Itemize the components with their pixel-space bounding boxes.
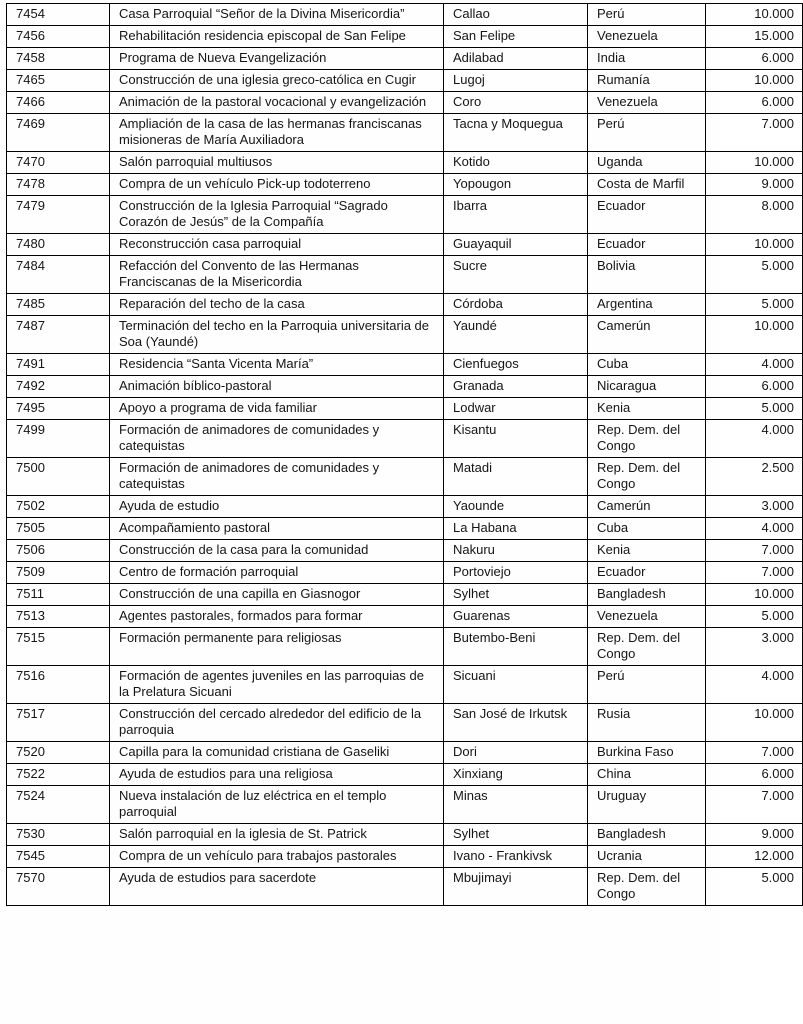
amount-cell: 5.000 <box>706 398 803 420</box>
country-cell: Bolivia <box>588 256 706 294</box>
table-row <box>7 562 803 584</box>
country-cell: Rep. Dem. del Congo <box>588 458 706 496</box>
description-cell: Formación de agentes juveniles en las parroquias de la Prelatura Sicuani <box>110 666 444 704</box>
city-cell: Cienfuegos <box>444 354 588 376</box>
project-id-cell: 7480 <box>7 234 110 256</box>
country-cell: Venezuela <box>588 92 706 114</box>
city-cell: Sucre <box>444 256 588 294</box>
city-cell: Coro <box>444 92 588 114</box>
table-row <box>7 764 803 786</box>
table-row <box>7 824 803 846</box>
description-cell: Construcción del cercado alrededor del edificio de la parroquia <box>110 704 444 742</box>
city-cell: Yaundé <box>444 316 588 354</box>
amount-cell: 10.000 <box>706 70 803 92</box>
city-cell: Nakuru <box>444 540 588 562</box>
city-cell: Yaounde <box>444 496 588 518</box>
project-id-cell: 7505 <box>7 518 110 540</box>
country-cell: Kenia <box>588 398 706 420</box>
city-cell: Guayaquil <box>444 234 588 256</box>
amount-cell: 4.000 <box>706 518 803 540</box>
country-cell: Perú <box>588 4 706 26</box>
project-id-cell: 7515 <box>7 628 110 666</box>
country-cell: China <box>588 764 706 786</box>
city-cell: Granada <box>444 376 588 398</box>
amount-cell: 6.000 <box>706 764 803 786</box>
amount-cell: 10.000 <box>706 4 803 26</box>
description-cell: Compra de un vehículo para trabajos pastorales <box>110 846 444 868</box>
city-cell: Mbujimayi <box>444 868 588 906</box>
table-row <box>7 540 803 562</box>
table-row <box>7 114 803 152</box>
amount-cell: 15.000 <box>706 26 803 48</box>
description-cell: Construcción de la casa para la comunidad <box>110 540 444 562</box>
city-cell: Lugoj <box>444 70 588 92</box>
table-row <box>7 196 803 234</box>
country-cell: Cuba <box>588 518 706 540</box>
project-id-cell: 7491 <box>7 354 110 376</box>
project-id-cell: 7465 <box>7 70 110 92</box>
city-cell: Adilabad <box>444 48 588 70</box>
description-cell: Ampliación de la casa de las hermanas franciscanas misioneras de María Auxiliadora <box>110 114 444 152</box>
amount-cell: 7.000 <box>706 742 803 764</box>
table-row <box>7 628 803 666</box>
project-id-cell: 7485 <box>7 294 110 316</box>
project-id-cell: 7469 <box>7 114 110 152</box>
amount-cell: 10.000 <box>706 234 803 256</box>
description-cell: Compra de un vehículo Pick-up todoterreno <box>110 174 444 196</box>
country-cell: Perú <box>588 666 706 704</box>
amount-cell: 5.000 <box>706 294 803 316</box>
project-id-cell: 7500 <box>7 458 110 496</box>
city-cell: Ibarra <box>444 196 588 234</box>
country-cell: Camerún <box>588 496 706 518</box>
country-cell: Camerún <box>588 316 706 354</box>
table-row <box>7 786 803 824</box>
project-id-cell: 7513 <box>7 606 110 628</box>
description-cell: Animación de la pastoral vocacional y evangelización <box>110 92 444 114</box>
country-cell: Venezuela <box>588 606 706 628</box>
table-row <box>7 496 803 518</box>
table-row <box>7 518 803 540</box>
country-cell: Rusia <box>588 704 706 742</box>
description-cell: Salón parroquial en la iglesia de St. Patrick <box>110 824 444 846</box>
country-cell: Bangladesh <box>588 824 706 846</box>
project-id-cell: 7487 <box>7 316 110 354</box>
city-cell: San Felipe <box>444 26 588 48</box>
city-cell: Kotido <box>444 152 588 174</box>
city-cell: Butembo-Beni <box>444 628 588 666</box>
table-row <box>7 174 803 196</box>
description-cell: Reconstrucción casa parroquial <box>110 234 444 256</box>
project-id-cell: 7458 <box>7 48 110 70</box>
description-cell: Residencia “Santa Vicenta María” <box>110 354 444 376</box>
project-id-cell: 7484 <box>7 256 110 294</box>
table-row <box>7 846 803 868</box>
country-cell: Costa de Marfil <box>588 174 706 196</box>
city-cell: Minas <box>444 786 588 824</box>
country-cell: India <box>588 48 706 70</box>
country-cell: Kenia <box>588 540 706 562</box>
table-row <box>7 704 803 742</box>
description-cell: Refacción del Convento de las Hermanas Franciscanas de la Misericordia <box>110 256 444 294</box>
country-cell: Ecuador <box>588 196 706 234</box>
amount-cell: 6.000 <box>706 376 803 398</box>
description-cell: Animación bíblico-pastoral <box>110 376 444 398</box>
amount-cell: 5.000 <box>706 868 803 906</box>
project-id-cell: 7506 <box>7 540 110 562</box>
description-cell: Acompañamiento pastoral <box>110 518 444 540</box>
table-row <box>7 48 803 70</box>
amount-cell: 6.000 <box>706 48 803 70</box>
table-row <box>7 742 803 764</box>
table-row <box>7 354 803 376</box>
city-cell: San José de Irkutsk <box>444 704 588 742</box>
amount-cell: 7.000 <box>706 562 803 584</box>
project-id-cell: 7522 <box>7 764 110 786</box>
city-cell: Yopougon <box>444 174 588 196</box>
country-cell: Uruguay <box>588 786 706 824</box>
project-id-cell: 7530 <box>7 824 110 846</box>
grants-table <box>6 3 803 906</box>
description-cell: Apoyo a programa de vida familiar <box>110 398 444 420</box>
amount-cell: 4.000 <box>706 354 803 376</box>
city-cell: Sylhet <box>444 584 588 606</box>
country-cell: Bangladesh <box>588 584 706 606</box>
country-cell: Nicaragua <box>588 376 706 398</box>
project-id-cell: 7478 <box>7 174 110 196</box>
amount-cell: 7.000 <box>706 540 803 562</box>
description-cell: Centro de formación parroquial <box>110 562 444 584</box>
country-cell: Rep. Dem. del Congo <box>588 868 706 906</box>
country-cell: Perú <box>588 114 706 152</box>
amount-cell: 8.000 <box>706 196 803 234</box>
description-cell: Construcción de una iglesia greco-católica en Cugir <box>110 70 444 92</box>
description-cell: Reparación del techo de la casa <box>110 294 444 316</box>
project-id-cell: 7545 <box>7 846 110 868</box>
table-row <box>7 26 803 48</box>
table-row <box>7 458 803 496</box>
project-id-cell: 7495 <box>7 398 110 420</box>
country-cell: Burkina Faso <box>588 742 706 764</box>
city-cell: La Habana <box>444 518 588 540</box>
description-cell: Terminación del techo en la Parroquia universitaria de Soa (Yaundé) <box>110 316 444 354</box>
amount-cell: 4.000 <box>706 666 803 704</box>
table-row <box>7 868 803 906</box>
amount-cell: 10.000 <box>706 152 803 174</box>
table-row <box>7 256 803 294</box>
amount-cell: 9.000 <box>706 174 803 196</box>
table-row <box>7 234 803 256</box>
table-row <box>7 152 803 174</box>
country-cell: Argentina <box>588 294 706 316</box>
amount-cell: 7.000 <box>706 114 803 152</box>
city-cell: Sicuani <box>444 666 588 704</box>
project-id-cell: 7479 <box>7 196 110 234</box>
description-cell: Ayuda de estudio <box>110 496 444 518</box>
city-cell: Callao <box>444 4 588 26</box>
amount-cell: 5.000 <box>706 256 803 294</box>
city-cell: Kisantu <box>444 420 588 458</box>
country-cell: Uganda <box>588 152 706 174</box>
city-cell: Ivano - Frankivsk <box>444 846 588 868</box>
description-cell: Formación de animadores de comunidades y catequistas <box>110 458 444 496</box>
project-id-cell: 7570 <box>7 868 110 906</box>
country-cell: Rumanía <box>588 70 706 92</box>
project-id-cell: 7454 <box>7 4 110 26</box>
table-row <box>7 420 803 458</box>
project-id-cell: 7511 <box>7 584 110 606</box>
table-row <box>7 70 803 92</box>
country-cell: Venezuela <box>588 26 706 48</box>
description-cell: Formación de animadores de comunidades y catequistas <box>110 420 444 458</box>
table-row <box>7 294 803 316</box>
amount-cell: 3.000 <box>706 628 803 666</box>
table-row <box>7 584 803 606</box>
city-cell: Guarenas <box>444 606 588 628</box>
amount-cell: 12.000 <box>706 846 803 868</box>
amount-cell: 10.000 <box>706 584 803 606</box>
city-cell: Dori <box>444 742 588 764</box>
project-id-cell: 7499 <box>7 420 110 458</box>
project-id-cell: 7516 <box>7 666 110 704</box>
description-cell: Ayuda de estudios para sacerdote <box>110 868 444 906</box>
table-row <box>7 316 803 354</box>
city-cell: Córdoba <box>444 294 588 316</box>
description-cell: Casa Parroquial “Señor de la Divina Misericordia” <box>110 4 444 26</box>
city-cell: Portoviejo <box>444 562 588 584</box>
amount-cell: 2.500 <box>706 458 803 496</box>
table-row <box>7 4 803 26</box>
description-cell: Construcción de la Iglesia Parroquial “Sagrado Corazón de Jesús” de la Compañía <box>110 196 444 234</box>
description-cell: Capilla para la comunidad cristiana de Gaseliki <box>110 742 444 764</box>
table-row <box>7 398 803 420</box>
description-cell: Construcción de una capilla en Giasnogor <box>110 584 444 606</box>
grants-table-body <box>7 4 803 906</box>
project-id-cell: 7492 <box>7 376 110 398</box>
table-row <box>7 666 803 704</box>
city-cell: Tacna y Moquegua <box>444 114 588 152</box>
table-row <box>7 92 803 114</box>
city-cell: Matadi <box>444 458 588 496</box>
project-id-cell: 7502 <box>7 496 110 518</box>
country-cell: Cuba <box>588 354 706 376</box>
city-cell: Xinxiang <box>444 764 588 786</box>
amount-cell: 4.000 <box>706 420 803 458</box>
amount-cell: 6.000 <box>706 92 803 114</box>
project-id-cell: 7517 <box>7 704 110 742</box>
country-cell: Ecuador <box>588 234 706 256</box>
country-cell: Rep. Dem. del Congo <box>588 628 706 666</box>
country-cell: Rep. Dem. del Congo <box>588 420 706 458</box>
description-cell: Programa de Nueva Evangelización <box>110 48 444 70</box>
city-cell: Sylhet <box>444 824 588 846</box>
table-row <box>7 606 803 628</box>
description-cell: Rehabilitación residencia episcopal de San Felipe <box>110 26 444 48</box>
project-id-cell: 7466 <box>7 92 110 114</box>
country-cell: Ecuador <box>588 562 706 584</box>
description-cell: Formación permanente para religiosas <box>110 628 444 666</box>
table-row <box>7 376 803 398</box>
project-id-cell: 7509 <box>7 562 110 584</box>
project-id-cell: 7524 <box>7 786 110 824</box>
country-cell: Ucrania <box>588 846 706 868</box>
amount-cell: 10.000 <box>706 316 803 354</box>
city-cell: Lodwar <box>444 398 588 420</box>
description-cell: Ayuda de estudios para una religiosa <box>110 764 444 786</box>
amount-cell: 7.000 <box>706 786 803 824</box>
amount-cell: 3.000 <box>706 496 803 518</box>
amount-cell: 9.000 <box>706 824 803 846</box>
project-id-cell: 7470 <box>7 152 110 174</box>
amount-cell: 5.000 <box>706 606 803 628</box>
project-id-cell: 7456 <box>7 26 110 48</box>
description-cell: Agentes pastorales, formados para formar <box>110 606 444 628</box>
description-cell: Salón parroquial multiusos <box>110 152 444 174</box>
project-id-cell: 7520 <box>7 742 110 764</box>
description-cell: Nueva instalación de luz eléctrica en el templo parroquial <box>110 786 444 824</box>
amount-cell: 10.000 <box>706 704 803 742</box>
